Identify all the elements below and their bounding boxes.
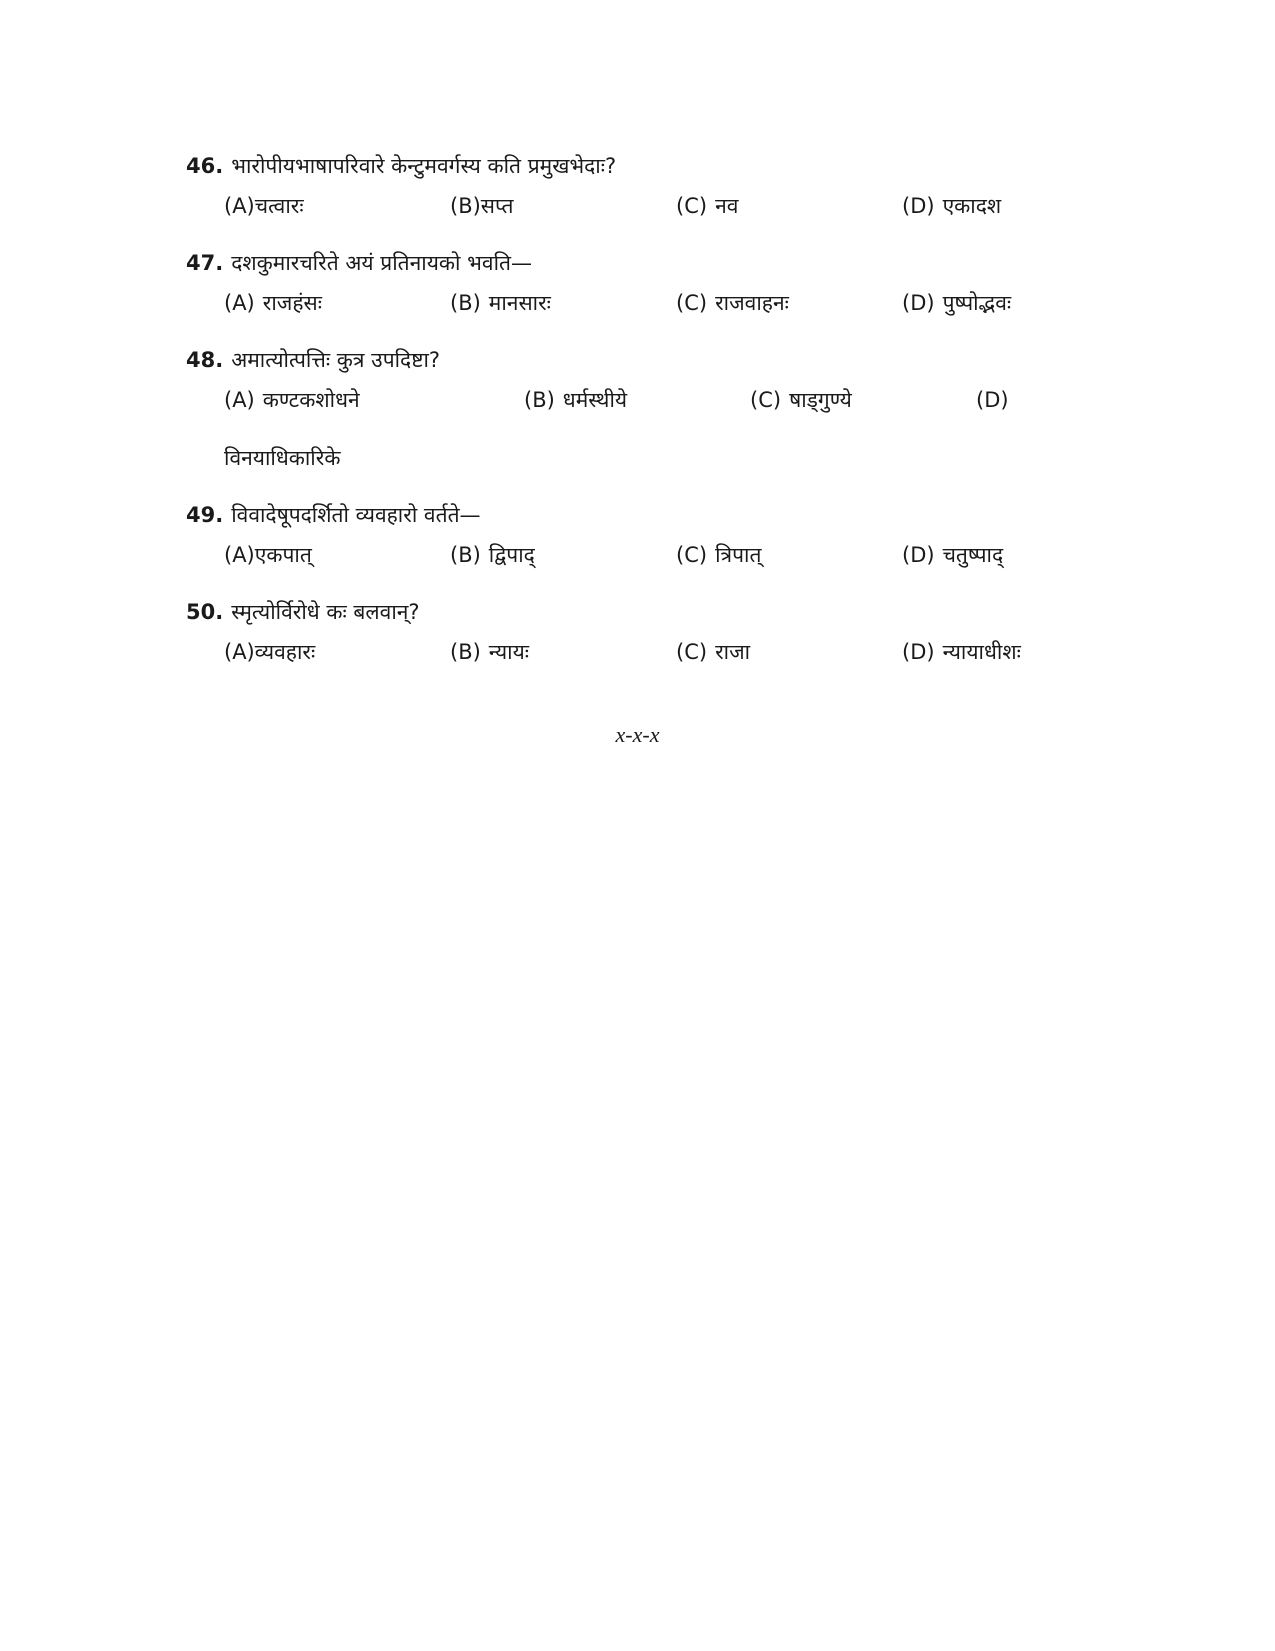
option-b: (B) धर्मस्थीये <box>524 388 628 412</box>
question-48 <box>186 342 1086 420</box>
question-number: 49. <box>186 503 224 527</box>
options-row <box>186 283 1086 323</box>
option-d: (D) <box>976 388 1009 412</box>
question-47 <box>186 245 1086 323</box>
question-stem <box>186 594 1086 630</box>
option-c: (C) राजवाहनः <box>676 291 789 315</box>
option-a: (A)चत्वारः <box>224 194 304 218</box>
question-stem <box>186 245 1086 281</box>
question-number: 46. <box>186 154 224 178</box>
question-number: 48. <box>186 348 224 372</box>
option-b: (B) न्यायः <box>450 640 530 664</box>
option-c: (C) राजा <box>676 640 751 664</box>
option-d: (D) न्यायाधीशः <box>902 640 1021 664</box>
option-a: (A)एकपात् <box>224 543 312 567</box>
question-46 <box>186 148 1086 226</box>
question-text: दशकुमारचरिते अयं प्रतिनायको भवति— <box>231 251 532 275</box>
question-text: स्मृत्योर्विरोधे कः बलवान्? <box>231 600 420 624</box>
question-stem <box>186 497 1086 533</box>
question-49 <box>186 497 1086 575</box>
question-text: अमात्योत्पत्तिः कुत्र उपदिष्टा? <box>231 348 441 372</box>
option-d: (D) पुष्पोद्भवः <box>902 291 1012 315</box>
option-b: (B) द्विपाद् <box>450 543 535 567</box>
options-row <box>186 186 1086 226</box>
question-stem <box>186 148 1086 184</box>
options-row <box>186 380 1086 420</box>
question-50 <box>186 594 1086 672</box>
question-stem <box>186 342 1086 378</box>
end-of-paper-mark: x-x-x <box>615 722 660 747</box>
option-a: (A) कण्टकशोधने <box>224 388 360 412</box>
option-d-continuation: विनयाधिकारिके <box>224 446 341 470</box>
question-text: विवादेषूपदर्शितो व्यवहारो वर्तते— <box>231 503 481 527</box>
option-a: (A) राजहंसः <box>224 291 322 315</box>
option-c: (C) नव <box>676 194 739 218</box>
question-text: भारोपीयभाषापरिवारे केन्टुमवर्गस्य कति प्रमुखभेदाः? <box>231 154 617 178</box>
option-d: (D) चतुष्पाद् <box>902 543 1004 567</box>
option-b: (B)सप्त <box>450 194 514 218</box>
options-row <box>186 632 1086 672</box>
question-number: 47. <box>186 251 224 275</box>
option-b: (B) मानसारः <box>450 291 551 315</box>
option-a: (A)व्यवहारः <box>224 640 316 664</box>
options-row <box>186 535 1086 575</box>
option-c: (C) त्रिपात् <box>676 543 762 567</box>
option-d: (D) एकादश <box>902 194 1002 218</box>
question-number: 50. <box>186 600 224 624</box>
option-c: (C) षाड्गुण्ये <box>750 388 852 412</box>
